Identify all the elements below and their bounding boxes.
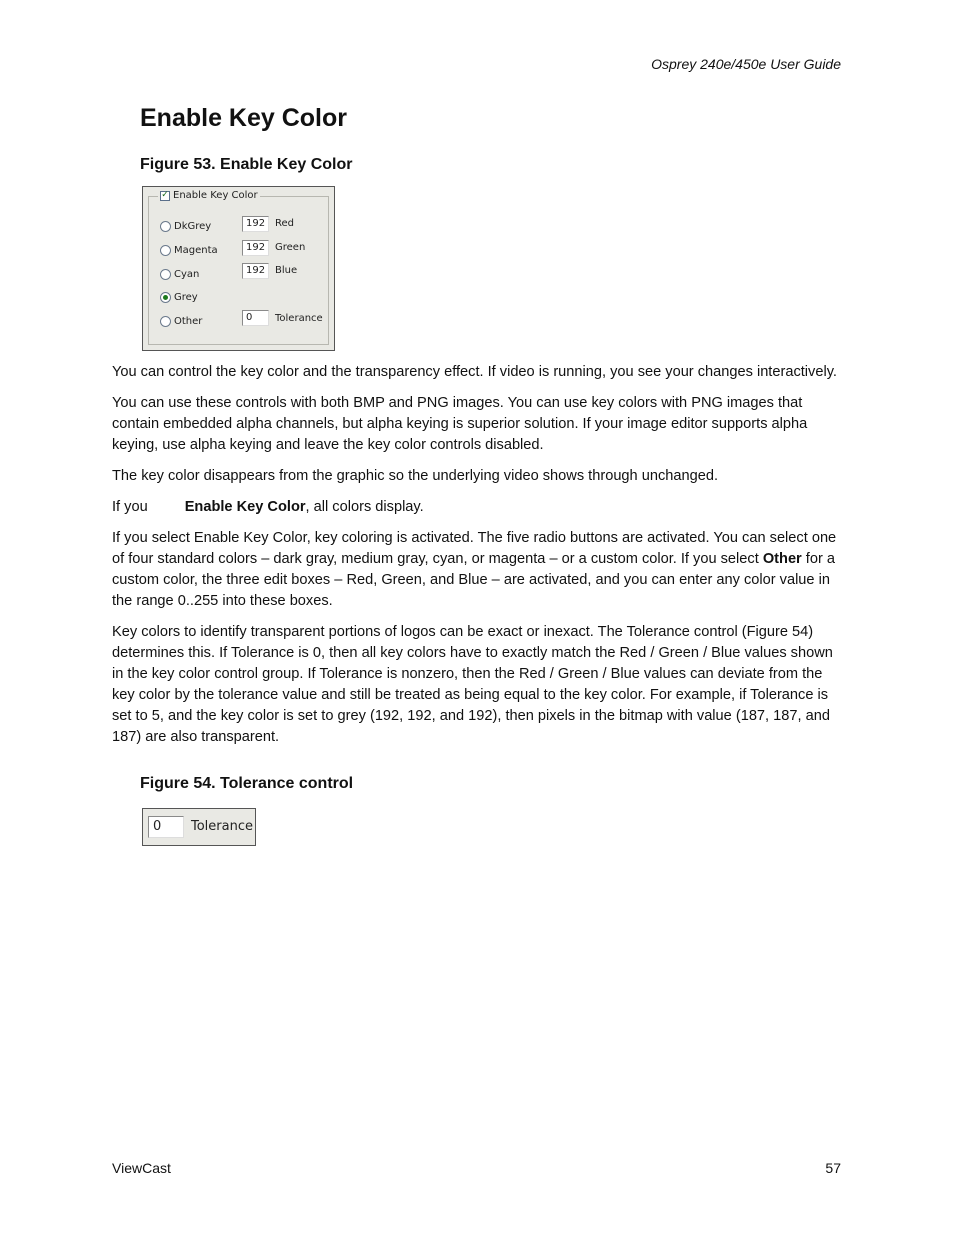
radio-dkgrey-circle[interactable] xyxy=(160,221,171,232)
blue-input[interactable]: 192 xyxy=(242,263,269,279)
footer-company: ViewCast xyxy=(112,1160,171,1176)
radio-grey-circle[interactable] xyxy=(160,292,171,303)
figure-54-caption: Figure 54. Tolerance control xyxy=(140,775,354,792)
radio-other-label: Other xyxy=(174,316,203,327)
paragraph-3: The key color disappears from the graphic so the underlying video shows through unchanged. xyxy=(112,468,719,484)
paragraph-4-prefix: If you xyxy=(112,499,148,515)
paragraph-2: You can use these controls with both BMP and PNG images. You can use key colors with PNG images that contain embedded alpha channels, but alpha keying is superior solution. If your image editor supports alpha keying, use alpha keying and leave the key color controls disabled. xyxy=(112,395,808,453)
radio-cyan-circle[interactable] xyxy=(160,269,171,280)
radio-cyan-label: Cyan xyxy=(174,269,200,280)
paragraph-5-a: If you select Enable Key Color, key coloring is activated. The five radio buttons are activated. You can select one of four standard colors – dark gray, medium gray, cyan, or magenta – or a custom color. If you select xyxy=(112,530,837,567)
radio-dkgrey[interactable] xyxy=(160,221,211,232)
radio-dkgrey-label: DkGrey xyxy=(174,221,212,232)
enable-key-color-checkbox[interactable] xyxy=(160,191,170,201)
figure-53-caption: Figure 53. Enable Key Color xyxy=(140,156,353,173)
radio-grey-label: Grey xyxy=(174,292,198,303)
tolerance-control-input[interactable]: 0 xyxy=(148,816,184,838)
enable-key-color-checkbox-row[interactable] xyxy=(158,190,260,201)
footer-page-number: 57 xyxy=(825,1160,841,1176)
paragraph-1: You can control the key color and the transparency effect. If video is running, you see your changes interactively. xyxy=(112,364,837,380)
radio-cyan[interactable] xyxy=(160,269,199,280)
radio-other-circle[interactable] xyxy=(160,316,171,327)
paragraph-5-b: for a custom color, the three edit boxes – Red, Green, and Blue – are activated, and you can enter any color value in the range 0..255 into these boxes. xyxy=(112,551,835,609)
radio-other[interactable] xyxy=(160,316,202,327)
radio-magenta-label: Magenta xyxy=(174,245,218,256)
tolerance-label: Tolerance xyxy=(275,313,323,324)
running-header: Osprey 240e/450e User Guide xyxy=(651,56,841,72)
paragraph-4-suffix: , all colors display. xyxy=(305,499,424,515)
red-label: Red xyxy=(275,218,294,229)
key-color-group xyxy=(148,190,329,345)
paragraph-6: Key colors to identify transparent portions of logos can be exact or inexact. The Tolerance control (Figure 54) determines this. If Tolerance is 0, then all key colors have to exactly match the Red / Green / Blue values shown in the key color control group. If Tolerance is nonzero, then the Red / Green / Blue values can deviate from the key color by the tolerance value and still be treated as being equal to the key color. For example, if Tolerance is set to 5, and the key color is set to grey (192, 192, and 192), then pixels in the bitmap with value (187, 187, and 187) are also transparent. xyxy=(112,624,833,745)
tolerance-control-label: Tolerance xyxy=(191,819,253,834)
green-input[interactable]: 192 xyxy=(242,240,269,256)
blue-label: Blue xyxy=(275,265,298,276)
radio-magenta[interactable] xyxy=(160,245,218,256)
red-input[interactable]: 192 xyxy=(242,216,269,232)
paragraph-4-bold: Enable Key Color xyxy=(184,499,306,515)
radio-grey[interactable] xyxy=(160,292,198,303)
tolerance-input[interactable]: 0 xyxy=(242,310,269,326)
check-mark-icon: ✓ xyxy=(161,190,169,200)
radio-magenta-circle[interactable] xyxy=(160,245,171,256)
paragraph-5-bold: Other xyxy=(762,551,802,567)
paragraph-5 xyxy=(112,528,847,612)
paragraph-4 xyxy=(112,497,847,518)
tolerance-control xyxy=(142,808,256,846)
section-title: Enable Key Color xyxy=(140,104,347,132)
enable-key-color-label: Enable Key Color xyxy=(173,190,258,201)
green-label: Green xyxy=(275,242,306,253)
enable-key-color-dialog xyxy=(142,186,335,351)
body-text xyxy=(112,362,847,758)
